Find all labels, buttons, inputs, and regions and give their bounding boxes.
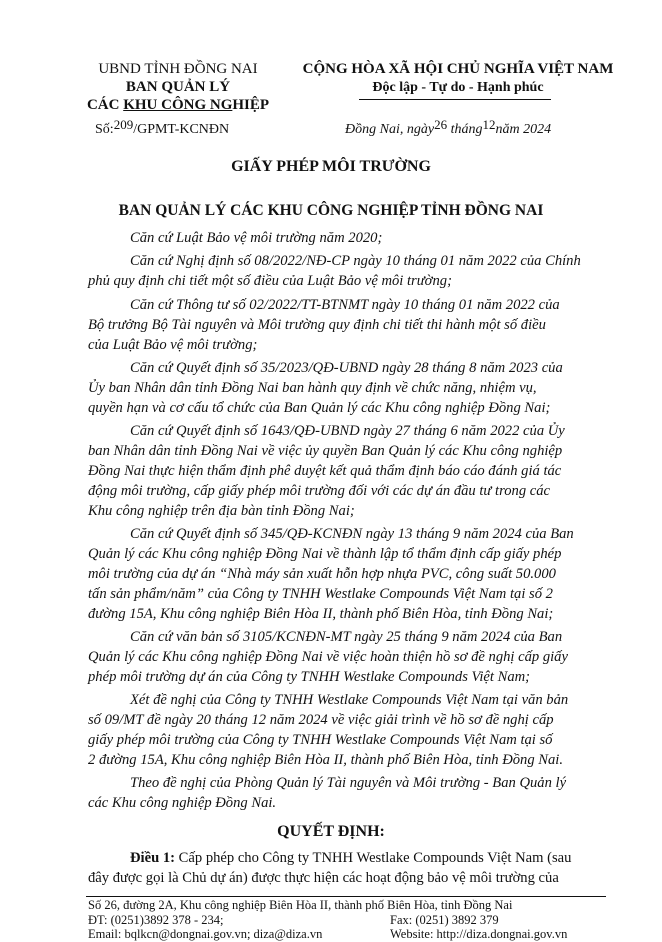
national-title: CỘNG HÒA XÃ HỘI CHỦ NGHĨA VIỆT NAM — [302, 61, 614, 77]
agency-parent: UBND TỈNH ĐỒNG NAI — [98, 61, 258, 77]
footer-website: Website: http://diza.dongnai.gov.vn — [390, 927, 568, 941]
basis-line: phép môi trường dự án của Công ty TNHH Westlake Compounds Việt Nam; — [88, 669, 531, 685]
basis-line: phủ quy định chi tiết một số điều của Luật Bảo vệ môi trường; — [88, 273, 452, 289]
basis-line: quyền hạn và cơ cấu tổ chức của Ban Quản lý các Khu công nghiệp Đồng Nai; — [88, 400, 551, 416]
agency-name-pre: CÁC — [86, 97, 124, 113]
basis-line: Căn cứ văn bản số 3105/KCNĐN-MT ngày 25 tháng 9 năm 2024 của Ban — [130, 629, 563, 645]
footer-fax: Fax: (0251) 3892 379 — [390, 913, 499, 927]
basis-line: Căn cứ Quyết định số 345/QĐ-KCNĐN ngày 13 tháng 9 năm 2024 của Ban — [130, 526, 574, 542]
basis-line: tấn sản phẩm/năm” của Công ty TNHH Westlake Compounds Việt Nam tại số 2 — [88, 586, 553, 602]
basis-line: Xét đề nghị của Công ty TNHH Westlake Compounds Việt Nam tại văn bản — [130, 692, 569, 708]
footer-divider — [86, 896, 606, 897]
article-1-line2: đây được gọi là Chủ dự án) được thực hiện các hoạt động bảo vệ môi trường của — [88, 870, 559, 886]
basis-line: Căn cứ Quyết định số 1643/QĐ-UBND ngày 27 tháng 6 năm 2022 của Ủy — [130, 423, 565, 439]
motto-underline — [359, 99, 551, 100]
issuing-authority: BAN QUẢN LÝ CÁC KHU CÔNG NGHIỆP TỈNH ĐỒNG NAI — [118, 202, 544, 219]
article-1-label: Điều 1: — [130, 850, 175, 866]
date-month: 12 — [482, 117, 496, 132]
basis-line: ban Nhân dân tỉnh Đồng Nai về việc ủy quyền Ban Quản lý các Khu công nghiệp — [88, 443, 563, 459]
basis-line: Quản lý các Khu công nghiệp Đồng Nai về việc hoàn thiện hồ sơ đề nghị cấp giấy — [88, 649, 568, 665]
date-year: năm 2024 — [495, 122, 552, 137]
document-number-label: Số: — [95, 122, 114, 137]
date-month-label: tháng — [450, 122, 483, 137]
basis-line: đường 15A, Khu công nghiệp Biên Hòa II, thành phố Biên Hòa, tỉnh Đồng Nai; — [88, 606, 554, 622]
basis-line: Đồng Nai thực hiện thẩm định phê duyệt kết quả thẩm định báo cáo đánh giá tác — [88, 463, 562, 479]
decision-heading: QUYẾT ĐỊNH: — [277, 823, 385, 840]
basis-line: Ủy ban Nhân dân tỉnh Đồng Nai ban hành quy định về chức năng, nhiệm vụ, — [88, 380, 537, 396]
basis-line: các Khu công nghiệp Đồng Nai. — [88, 795, 277, 811]
national-motto: Độc lập - Tự do - Hạnh phúc — [372, 80, 544, 95]
basis-line: Khu công nghiệp trên địa bàn tỉnh Đồng Nai; — [88, 503, 355, 519]
article-1-text1: Cấp phép cho Công ty TNHH Westlake Compounds Việt Nam (sau — [178, 850, 572, 866]
document-number — [95, 117, 230, 138]
footer-email: Email: bqlkcn@dongnai.gov.vn; diza@diza.vn — [88, 927, 323, 941]
basis-line: môi trường của dự án “Nhà máy sản xuất hỗn hợp nhựa PVC, công suất 50.000 — [88, 566, 556, 582]
basis-line: Theo đề nghị của Phòng Quản lý Tài nguyên và Môi trường - Ban Quản lý — [130, 775, 567, 791]
agency-name-line1: BAN QUẢN LÝ — [125, 79, 231, 95]
footer-phone: ĐT: (0251)3892 378 - 234; — [88, 913, 224, 927]
date-place: Đồng Nai, ngày — [345, 122, 435, 137]
document-title: GIẤY PHÉP MÔI TRƯỜNG — [231, 158, 431, 175]
basis-line: số 09/MT đề ngày 20 tháng 12 năm 2024 về việc giải trình về hồ sơ đề nghị cấp — [88, 712, 554, 728]
basis-line: của Luật Bảo vệ môi trường; — [88, 337, 258, 353]
document-number-suffix: /GPMT-KCNĐN — [133, 122, 230, 137]
basis-line: Căn cứ Thông tư số 02/2022/TT-BTNMT ngày 10 tháng 01 năm 2022 của — [130, 297, 560, 313]
document-date — [345, 117, 552, 138]
agency-name-underlined: KHU CÔNG NG — [123, 97, 233, 113]
article-1-line1 — [130, 850, 571, 867]
basis-line: Căn cứ Quyết định số 35/2023/QĐ-UBND ngày 28 tháng 8 năm 2023 của — [130, 360, 563, 376]
agency-name-line2 — [78, 97, 278, 114]
basis-line: Căn cứ Nghị định số 08/2022/NĐ-CP ngày 10 tháng 01 năm 2022 của Chính — [130, 253, 581, 269]
basis-line: giấy phép môi trường của Công ty TNHH Westlake Compounds Việt Nam tại số — [88, 732, 553, 748]
document-number-value: 209 — [113, 117, 134, 132]
date-day: 26 — [434, 117, 448, 132]
basis-line: Căn cứ Luật Bảo vệ môi trường năm 2020; — [130, 230, 383, 246]
agency-name-post: HIỆP — [232, 97, 270, 113]
footer-address: Số 26, đường 2A, Khu công nghiệp Biên Hòa II, thành phố Biên Hòa, tỉnh Đồng Nai — [88, 898, 513, 912]
basis-line: Bộ trưởng Bộ Tài nguyên và Môi trường quy định chi tiết thi hành một số điều — [88, 317, 546, 333]
basis-line: động môi trường, cấp giấy phép môi trường đối với các dự án đầu tư trong các — [88, 483, 551, 499]
basis-line: Quản lý các Khu công nghiệp Đồng Nai về thành lập tổ thẩm định cấp giấy phép — [88, 546, 562, 562]
basis-line: 2 đường 15A, Khu công nghiệp Biên Hòa II, thành phố Biên Hòa, tỉnh Đồng Nai. — [88, 752, 564, 768]
